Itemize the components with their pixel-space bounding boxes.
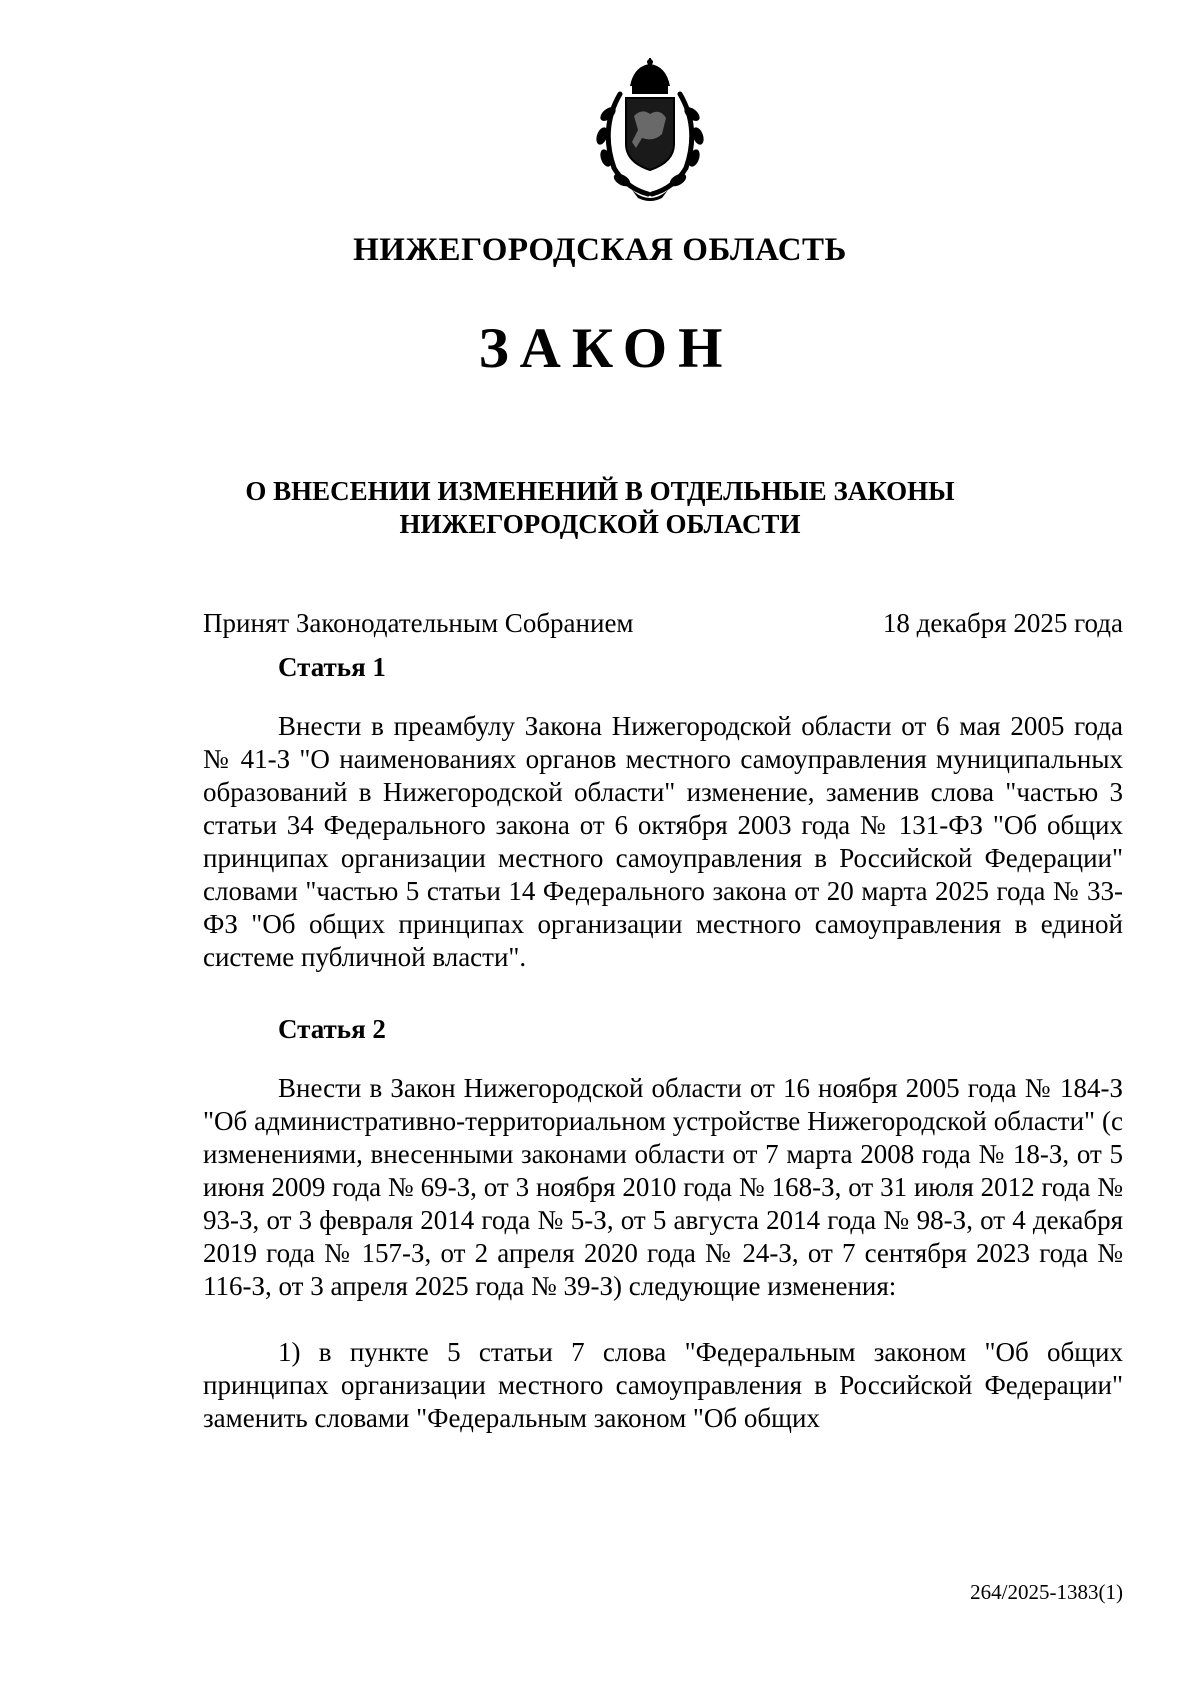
article-2-paragraph: Внести в Закон Нижегородской области от 16 ноября 2005 года № 184-З "Об административно-территориальном устройстве Нижегородской области" (с изменениями, внесенными законами области от 7 марта 2008 года № 18-З, от 5 июня 2009 года № 69-З, от 3 ноября 2010 года № 168-З, от 31 июля 2012 года № 93-З, от 3 февраля 2014 года № 5-З, от 5 августа 2014 года № 98-З, от 4 декабря 2019 года № 157-З, от 2 апреля 2020 года № 24-З, от 7 сентября 2023 года № 116-З, от 3 апреля 2025 года № 39-З) следующие изменения: <box>203 1073 1123 1301</box>
article-1-paragraph: Внести в преамбулу Закона Нижегородской области от 6 мая 2005 года № 41-З "О наименованиях органов местного самоуправления муниципальных образований в Нижегородской области" изменение, заменив слова "частью 3 статьи 34 Федерального закона от 6 октября 2003 года № 131-ФЗ "Об общих принципах организации местного самоуправления в Российской Федерации" словами "частью 5 статьи 14 Федерального закона от 20 марта 2025 года № 33-ФЗ "Об общих принципах организации местного самоуправления в единой системе публичной власти". <box>203 711 1123 972</box>
article-2-item-1: 1) в пункте 5 статьи 7 слова "Федеральным законом "Об общих принципах организации местного самоуправления в Российской Федерации" заменить словами "Федеральным законом "Об общих <box>203 1337 1123 1433</box>
law-subject <box>0 475 1200 541</box>
subject-line: О ВНЕСЕНИИ ИЗМЕНЕНИЙ В ОТДЕЛЬНЫЕ ЗАКОНЫ <box>245 476 955 506</box>
coat-of-arms-emblem <box>570 58 730 208</box>
adoption-line <box>203 608 1123 639</box>
adoption-date: 18 декабря 2025 года <box>882 608 1123 638</box>
article-1-title: Статья 1 <box>278 652 386 682</box>
document-type-title: ЗАКОН <box>478 317 734 380</box>
adoption-label: Принят Законодательным Собранием <box>203 608 634 638</box>
region-title: НИЖЕГОРОДСКАЯ ОБЛАСТЬ <box>353 232 847 268</box>
document-registration-code: 264/2025-1383(1) <box>970 1580 1123 1604</box>
article-2-title: Статья 2 <box>278 1014 386 1044</box>
subject-line: НИЖЕГОРОДСКОЙ ОБЛАСТИ <box>399 509 801 539</box>
